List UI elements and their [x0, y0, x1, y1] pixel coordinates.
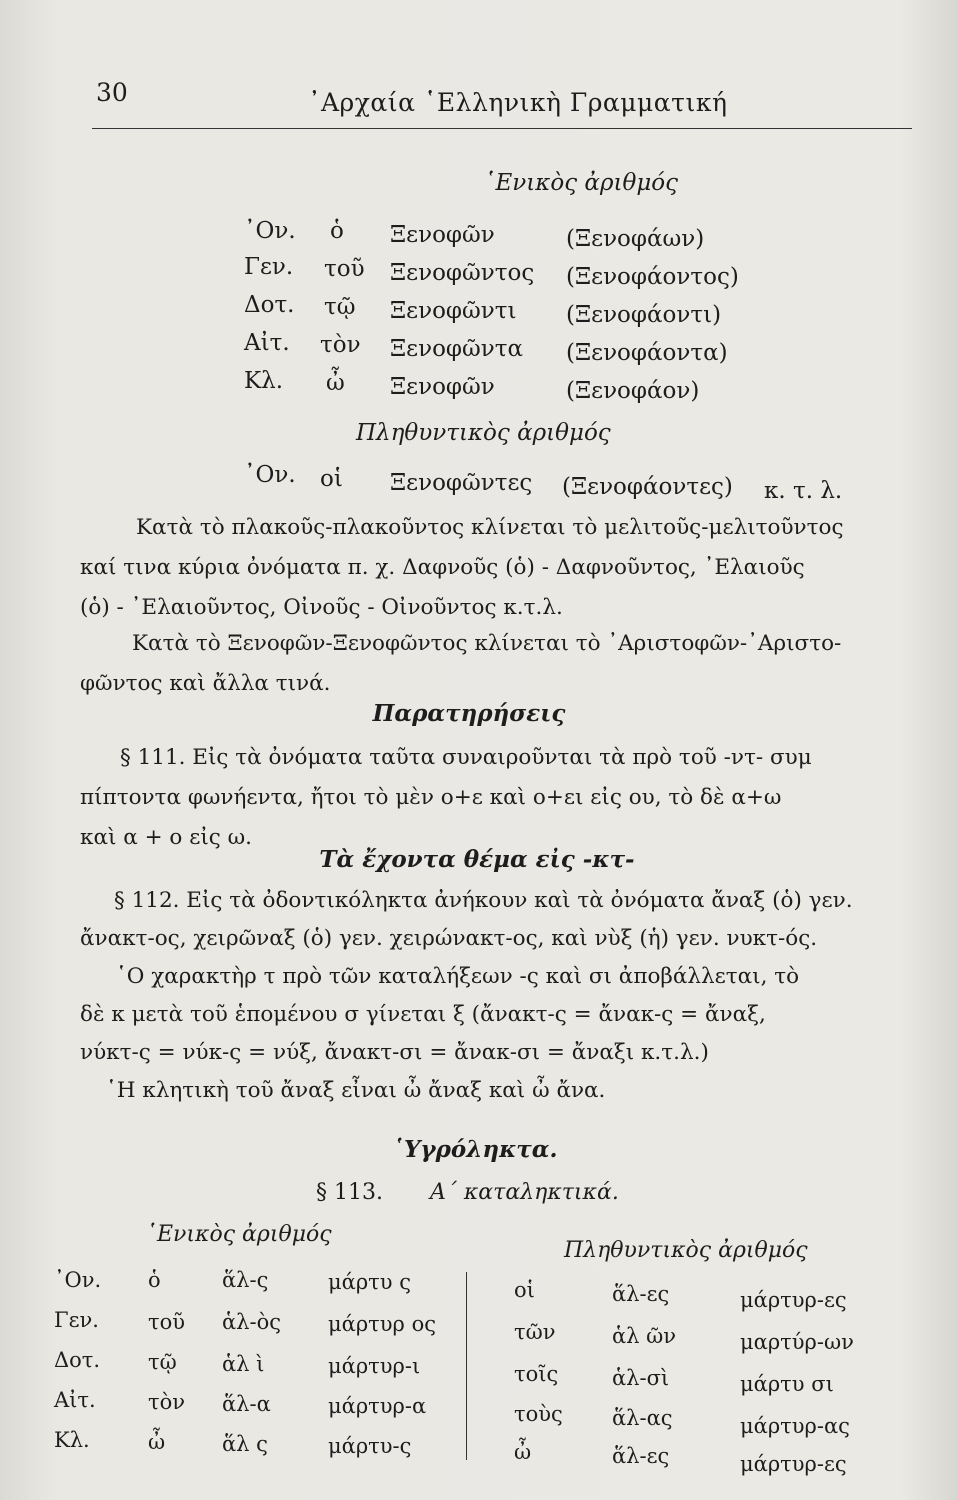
case-label: ᾽Ον.: [244, 218, 296, 244]
plural-article: τῶν: [514, 1320, 556, 1344]
case-label: Γεν.: [54, 1308, 99, 1332]
article: τὸν: [320, 332, 361, 358]
singular-article: ὦ: [148, 1430, 166, 1454]
case-label: Γεν.: [244, 254, 294, 280]
plural-form-martys: μάρτυρ-ας: [740, 1414, 850, 1438]
section-113-number: § 113.: [316, 1180, 383, 1205]
form: Ξενοφῶν: [390, 374, 495, 400]
text-line: ῾Ο χαρακτὴρ τ πρὸ τῶν καταλήξεων -ς καὶ σι ἀποβάλλεται, τὸ: [116, 964, 800, 989]
case-label: Αἰτ.: [244, 330, 290, 356]
singular-form-martys: μάρτυ ς: [328, 1270, 411, 1294]
running-title: ᾽Αρχαία ῾Ελληνικὴ Γραμματική: [308, 88, 728, 117]
singular-form-als: ἅλ-ς: [222, 1268, 269, 1292]
plural-title: Πληθυντικὸς ἀριθμός: [564, 1238, 808, 1263]
text-line: πίπτοντα φωνήεντα, ἤτοι τὸ μὲν ο+ε καὶ ο+ει εἰς ου, τὸ δὲ α+ω: [80, 785, 782, 810]
case-label: Κλ.: [244, 368, 284, 394]
header-rule: [92, 128, 912, 129]
paragraph-plakous: [80, 508, 908, 628]
article: ὦ: [326, 370, 345, 396]
singular-form-martys: μάρτυρ-ι: [328, 1354, 421, 1378]
plural-form-martys: μάρτυρ-ες: [740, 1288, 847, 1312]
singular-form-als: ἅλ-α: [222, 1392, 271, 1416]
text-line: § 111. Εἰς τὰ ὀνόματα ταῦτα συναιροῦνται τὰ πρὸ τοῦ -ντ- συμ: [120, 745, 812, 770]
text-line: δὲ κ μετὰ τοῦ ἑπομένου σ γίνεται ξ (ἄνακτ-ς = ἄνακ-ς = ἄναξ,: [80, 1002, 766, 1027]
singular-form-als: ἁλ ὶ: [222, 1352, 265, 1376]
form: Ξενοφῶν: [390, 222, 495, 248]
singular-article: τῷ: [148, 1350, 177, 1374]
heading-kt-stems: Τὰ ἔχοντα θέμα εἰς -κτ-: [319, 846, 635, 873]
singular-article: ὁ: [148, 1268, 161, 1292]
case-label: ᾽Ον.: [54, 1268, 102, 1292]
text-line: ἄνακτ-ος, χειρῶναξ (ὁ) γεν. χειρώνακτ-ος, καὶ νὺξ (ἡ) γεν. νυκτ-ός.: [80, 926, 818, 951]
article: ὁ: [330, 218, 344, 244]
section-111: [80, 738, 908, 858]
form: Ξενοφῶντι: [390, 298, 517, 324]
article: τῷ: [324, 294, 356, 320]
text-line: νύκτ-ς = νύκ-ς = νύξ, ἄνακτ-σι = ἄνακ-σι = ἄναξι κ.τ.λ.): [80, 1040, 709, 1065]
article: οἱ: [320, 466, 343, 492]
plural-form-als: ἅλ-ες: [612, 1282, 670, 1306]
original-form: (Ξενοφάοντος): [566, 264, 739, 290]
text-line: (ὁ) - ᾽Ελαιοῦντος, Οἰνοῦς - Οἰνοῦντος κ.τ.λ.: [80, 595, 563, 620]
section-113-label: Α΄ καταληκτικά.: [430, 1180, 619, 1205]
page-number: 30: [96, 78, 128, 107]
form: Ξενοφῶντες: [390, 470, 533, 496]
plural-article: τοῖς: [514, 1362, 559, 1386]
text-line: καὶ α + ο εἰς ω.: [80, 825, 253, 850]
singular-form-martys: μάρτυ-ς: [328, 1434, 412, 1458]
singular-form-als: ἁλ-ὸς: [222, 1310, 281, 1334]
plural-form-martys: μαρτύρ-ων: [740, 1330, 854, 1354]
case-label: Δοτ.: [244, 292, 295, 318]
plural-article: οἱ: [514, 1278, 535, 1302]
original-form: (Ξενοφάοντες): [562, 474, 733, 500]
singular-title: ῾Ενικὸς ἀριθμός: [146, 1222, 332, 1247]
text-line: Κατὰ τὸ Ξενοφῶν-Ξενοφῶντος κλίνεται τὸ ᾽Αριστοφῶν-᾽Αριστο-: [132, 631, 842, 656]
plural-title: Πληθυντικὸς ἀριθμός: [356, 420, 611, 446]
plural-form-als: ἁλ ῶν: [612, 1324, 677, 1348]
case-label: Κλ.: [54, 1428, 90, 1452]
etc-abbrev: κ. τ. λ.: [764, 478, 843, 504]
case-label: Δοτ.: [54, 1348, 101, 1372]
singular-form-martys: μάρτυρ ος: [328, 1312, 436, 1336]
original-form: (Ξενοφάων): [566, 226, 705, 252]
singular-article: τοῦ: [148, 1310, 186, 1334]
plural-form-als: ἁλ-σὶ: [612, 1366, 670, 1390]
plural-form-martys: μάρτυ σι: [740, 1372, 834, 1396]
case-label: Αἰτ.: [54, 1388, 96, 1412]
original-form: (Ξενοφάον): [566, 378, 700, 404]
plural-form-als: ἅλ-ας: [612, 1406, 673, 1430]
plural-form-als: ἅλ-ες: [612, 1444, 670, 1468]
plural-article: ὦ: [514, 1440, 532, 1464]
singular-article: τὸν: [148, 1390, 186, 1414]
plural-form-martys: μάρτυρ-ες: [740, 1452, 847, 1476]
original-form: (Ξενοφάοντα): [566, 340, 728, 366]
text-line: καί τινα κύρια ὀνόματα π. χ. Δαφνοῦς (ὁ) - Δαφνοῦντος, ᾽Ελαιοῦς: [80, 555, 805, 580]
form: Ξενοφῶντα: [390, 336, 524, 362]
paragraph-aristophon: [80, 624, 908, 704]
singular-form-als: ἅλ ς: [222, 1432, 268, 1456]
case-label: ᾽Ον.: [244, 462, 296, 488]
article: τοῦ: [324, 256, 365, 282]
text-line: φῶντος καὶ ἄλλα τινά.: [80, 671, 331, 696]
singular-title: ῾Ενικὸς ἀριθμός: [484, 170, 679, 196]
plural-article: τοὺς: [514, 1402, 563, 1426]
heading-remarks: Παρατηρήσεις: [372, 700, 566, 727]
section-112: [80, 882, 908, 1110]
singular-form-martys: μάρτυρ-α: [328, 1394, 427, 1418]
text-line: Κατὰ τὸ πλακοῦς-πλακοῦντος κλίνεται τὸ μελιτοῦς-μελιτοῦντος: [136, 515, 844, 540]
text-line: § 112. Εἰς τὰ ὀδοντικόληκτα ἀνήκουν καὶ τὰ ὀνόματα ἄναξ (ὁ) γεν.: [114, 888, 853, 913]
column-divider: [466, 1272, 467, 1460]
form: Ξενοφῶντος: [390, 260, 535, 286]
heading-liquid-stems: ῾Υγρόληκτα.: [392, 1136, 558, 1163]
text-line: ῾Η κλητικὴ τοῦ ἄναξ εἶναι ὦ ἄναξ καὶ ὦ ἄνα.: [106, 1078, 606, 1103]
original-form: (Ξενοφάοντι): [566, 302, 722, 328]
